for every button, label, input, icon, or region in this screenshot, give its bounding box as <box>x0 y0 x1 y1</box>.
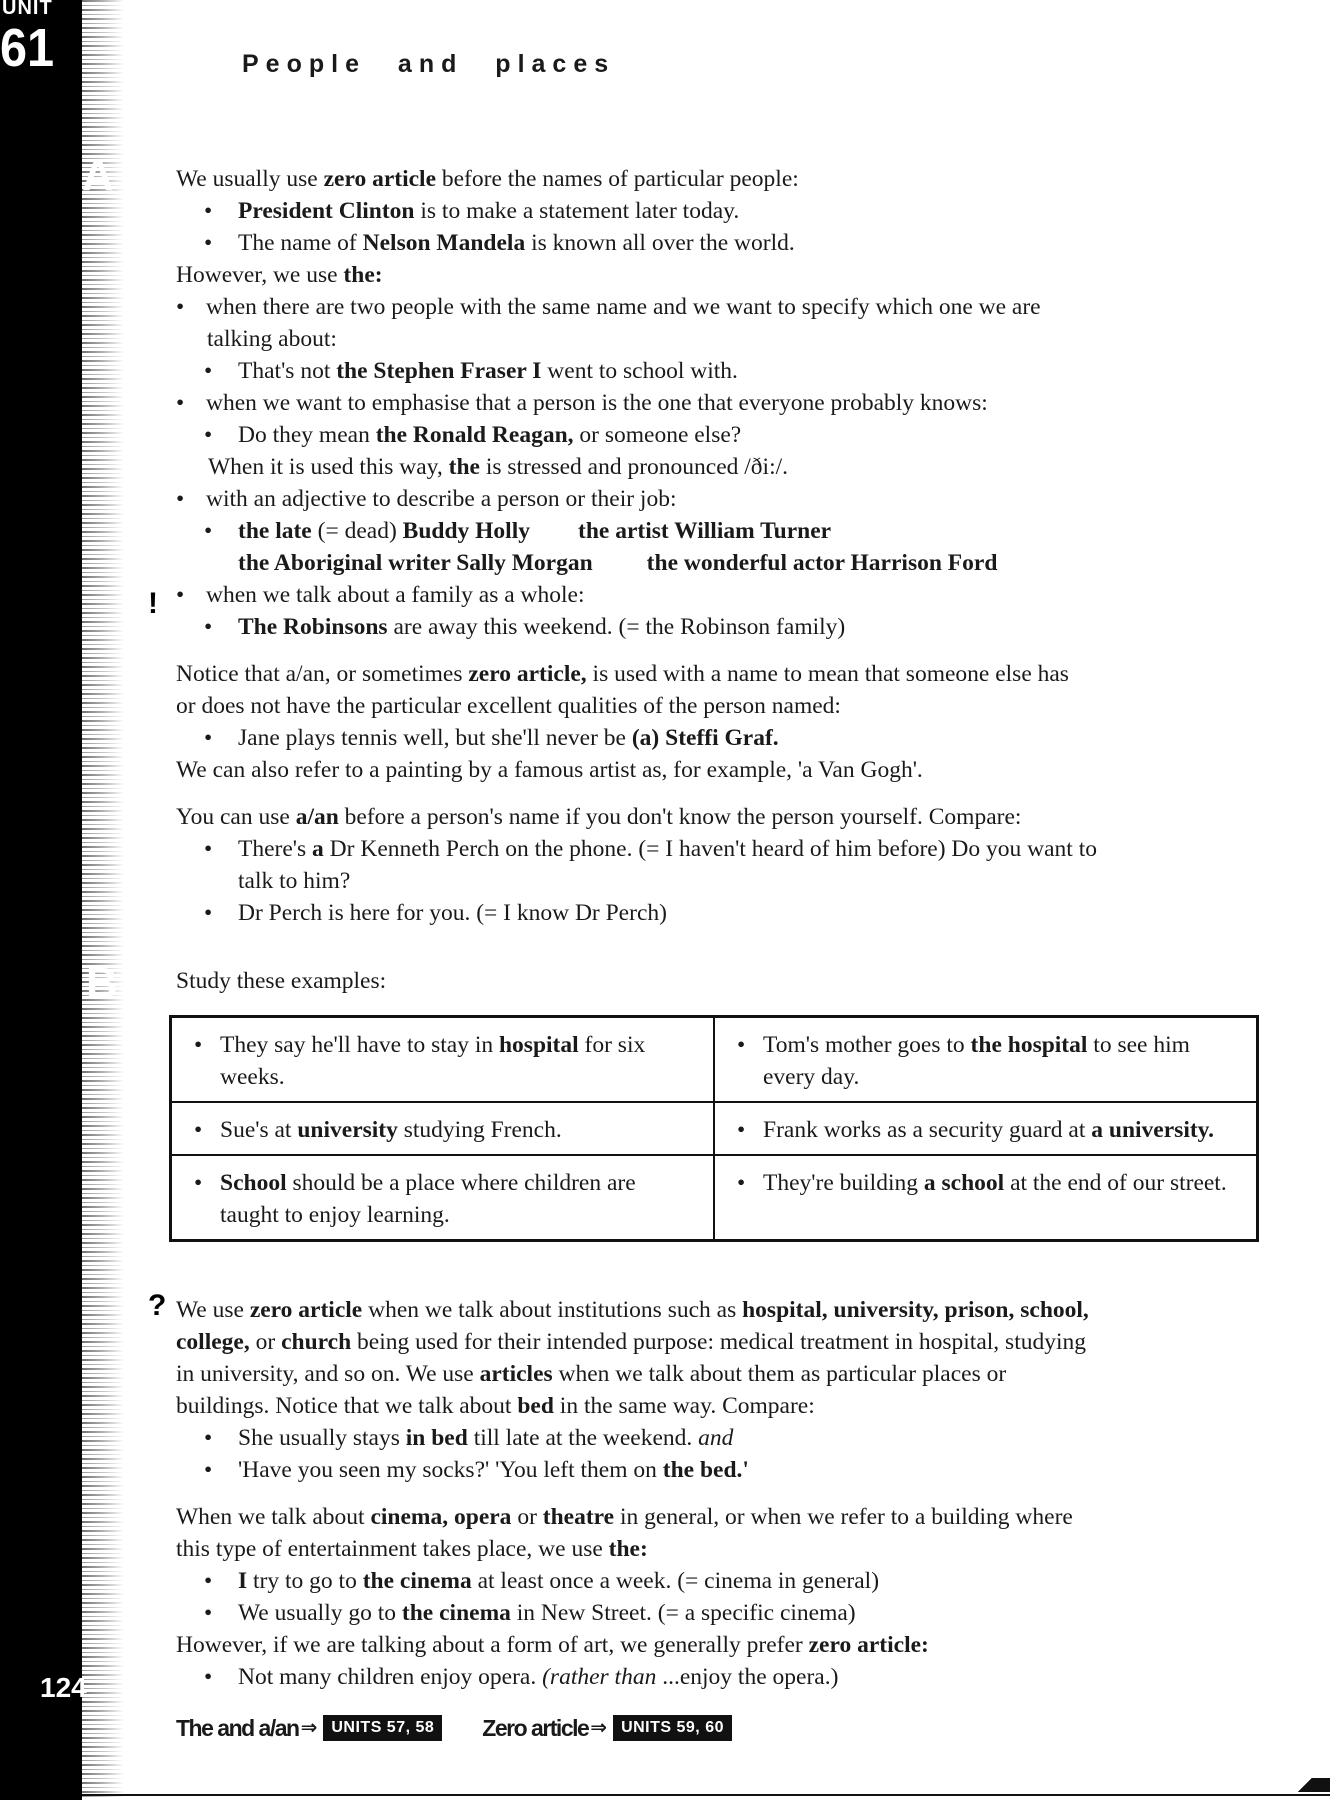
example: • Dr Perch is here for you. (= I know Dr Perch) <box>176 897 1276 929</box>
intro-line: We usually use zero article before the names of particular people: <box>176 166 799 192</box>
example: • That's not the Stephen Fraser I went to school with. <box>176 355 1276 387</box>
example: • Do they mean the Ronald Reagan, or someone else? <box>176 419 1276 451</box>
table-cell: • Tom's mother goes to the hospital to see him every day. <box>714 1017 1258 1103</box>
example: • The name of Nelson Mandela is known all over the world. <box>176 227 1276 259</box>
table-row <box>171 1017 1258 1103</box>
page-edge-noise <box>82 0 124 1800</box>
example: • There's a Dr Kenneth Perch on the phone. (= I haven't heard of him before) Do you want to <box>176 833 1276 865</box>
corner-arrow-icon <box>1290 1778 1330 1792</box>
table-row <box>171 1155 1258 1241</box>
units-badge[interactable]: UNITS 59, 60 <box>613 1715 732 1741</box>
page-number: 124 <box>40 1672 87 1703</box>
examples-table <box>169 1015 1259 1242</box>
page-title: People and places <box>242 50 616 78</box>
example: • the late (= dead) Buddy Holly the artist William Turner <box>176 515 1276 547</box>
notice-paragraph-cont: or does not have the particular excellent qualities of the person named: <box>176 693 841 719</box>
example: • I try to go to the cinema at least once a week. (= cinema in general) <box>176 1565 1276 1597</box>
exclamation-icon: ! <box>148 587 158 620</box>
example: • Not many children enjoy opera. (rather than ...enjoy the opera.) <box>176 1661 1276 1693</box>
example: • We usually go to the cinema in New Street. (= a specific cinema) <box>176 1597 1276 1629</box>
institutions-paragraph: We use zero article when we talk about institutions such as hospital, university, prison, school, <box>176 1297 1089 1323</box>
ref-label: Zero article <box>482 1715 589 1741</box>
unit-label: UNIT <box>2 0 53 19</box>
rule-bullet: • when we talk about a family as a whole: <box>176 579 1276 611</box>
table-cell: • They're building a school at the end of our street. <box>714 1155 1258 1241</box>
units-badge[interactable]: UNITS 57, 58 <box>323 1715 442 1741</box>
rule-bullet: • when there are two people with the same name and we want to specify which one we are <box>176 291 1276 323</box>
example: • President Clinton is to make a statement later today. <box>176 195 1276 227</box>
notice-paragraph: Notice that a/an, or sometimes zero article, is used with a name to mean that someone else has <box>176 661 1069 687</box>
aan-paragraph: You can use a/an before a person's name if you don't know the person yourself. Compare: <box>176 804 1022 830</box>
ref-label: The and a/an <box>176 1715 299 1741</box>
institutions-paragraph-cont: buildings. Notice that we talk about bed in the same way. Compare: <box>176 1393 815 1419</box>
bottom-rule <box>82 1794 1330 1796</box>
example: • She usually stays in bed till late at the weekend. and <box>176 1422 1276 1454</box>
however-line: However, we use the: <box>176 262 383 288</box>
rule-bullet: • when we want to emphasise that a person is the one that everyone probably knows: <box>176 387 1276 419</box>
section-a-content <box>176 163 1276 929</box>
table-row <box>171 1102 1258 1155</box>
cinema-paragraph: When we talk about cinema, opera or theatre in general, or when we refer to a building where <box>176 1504 1073 1530</box>
art-paragraph: However, if we are talking about a form of art, we generally prefer zero article: <box>176 1632 929 1658</box>
example: • The Robinsons are away this weekend. (= the Robinson family) <box>176 611 1276 643</box>
painting-line: We can also refer to a painting by a famous artist as, for example, 'a Van Gogh'. <box>176 757 923 783</box>
cross-reference-footer <box>176 1712 732 1744</box>
warning-icon: ? <box>148 1289 167 1322</box>
institutions-paragraph-cont: college, or church being used for their intended purpose: medical treatment in hospital, studying <box>176 1329 1086 1355</box>
example-cont: talk to him? <box>238 868 351 894</box>
unit-number: 61 <box>0 18 55 78</box>
arrow-right-icon: ⇒ <box>590 1717 608 1739</box>
section-b-content <box>176 1294 1276 1693</box>
example: • Jane plays tennis well, but she'll never be (a) Steffi Graf. <box>176 722 1276 754</box>
study-line: Study these examples: <box>176 968 387 994</box>
table-cell: • Frank works as a security guard at a university. <box>714 1102 1258 1155</box>
example: • 'Have you seen my socks?' 'You left them on the bed.' <box>176 1454 1276 1486</box>
page-edge-scan <box>0 0 82 1800</box>
section-marker-b: B <box>86 959 118 1008</box>
study-line-block <box>176 965 1276 997</box>
rule-bullet: • with an adjective to describe a person or their job: <box>176 483 1276 515</box>
institutions-paragraph-cont: in university, and so on. We use articles when we talk about them as particular places or <box>176 1361 1007 1387</box>
table-cell: • They say he'll have to stay in hospital for six weeks. <box>171 1017 715 1103</box>
arrow-right-icon: ⇒ <box>300 1717 318 1739</box>
example: the Aboriginal writer Sally Morgan the wonderful actor Harrison Ford <box>238 550 998 576</box>
pronunciation-note: When it is used this way, the is stressed and pronounced /ði:/. <box>208 454 789 480</box>
table-cell: • Sue's at university studying French. <box>171 1102 715 1155</box>
cinema-paragraph-cont: this type of entertainment takes place, we use the: <box>176 1536 648 1562</box>
table-cell: • School should be a place where children are taught to enjoy learning. <box>171 1155 715 1241</box>
rule-bullet-cont: talking about: <box>207 326 337 352</box>
section-marker-a: A <box>82 151 114 200</box>
